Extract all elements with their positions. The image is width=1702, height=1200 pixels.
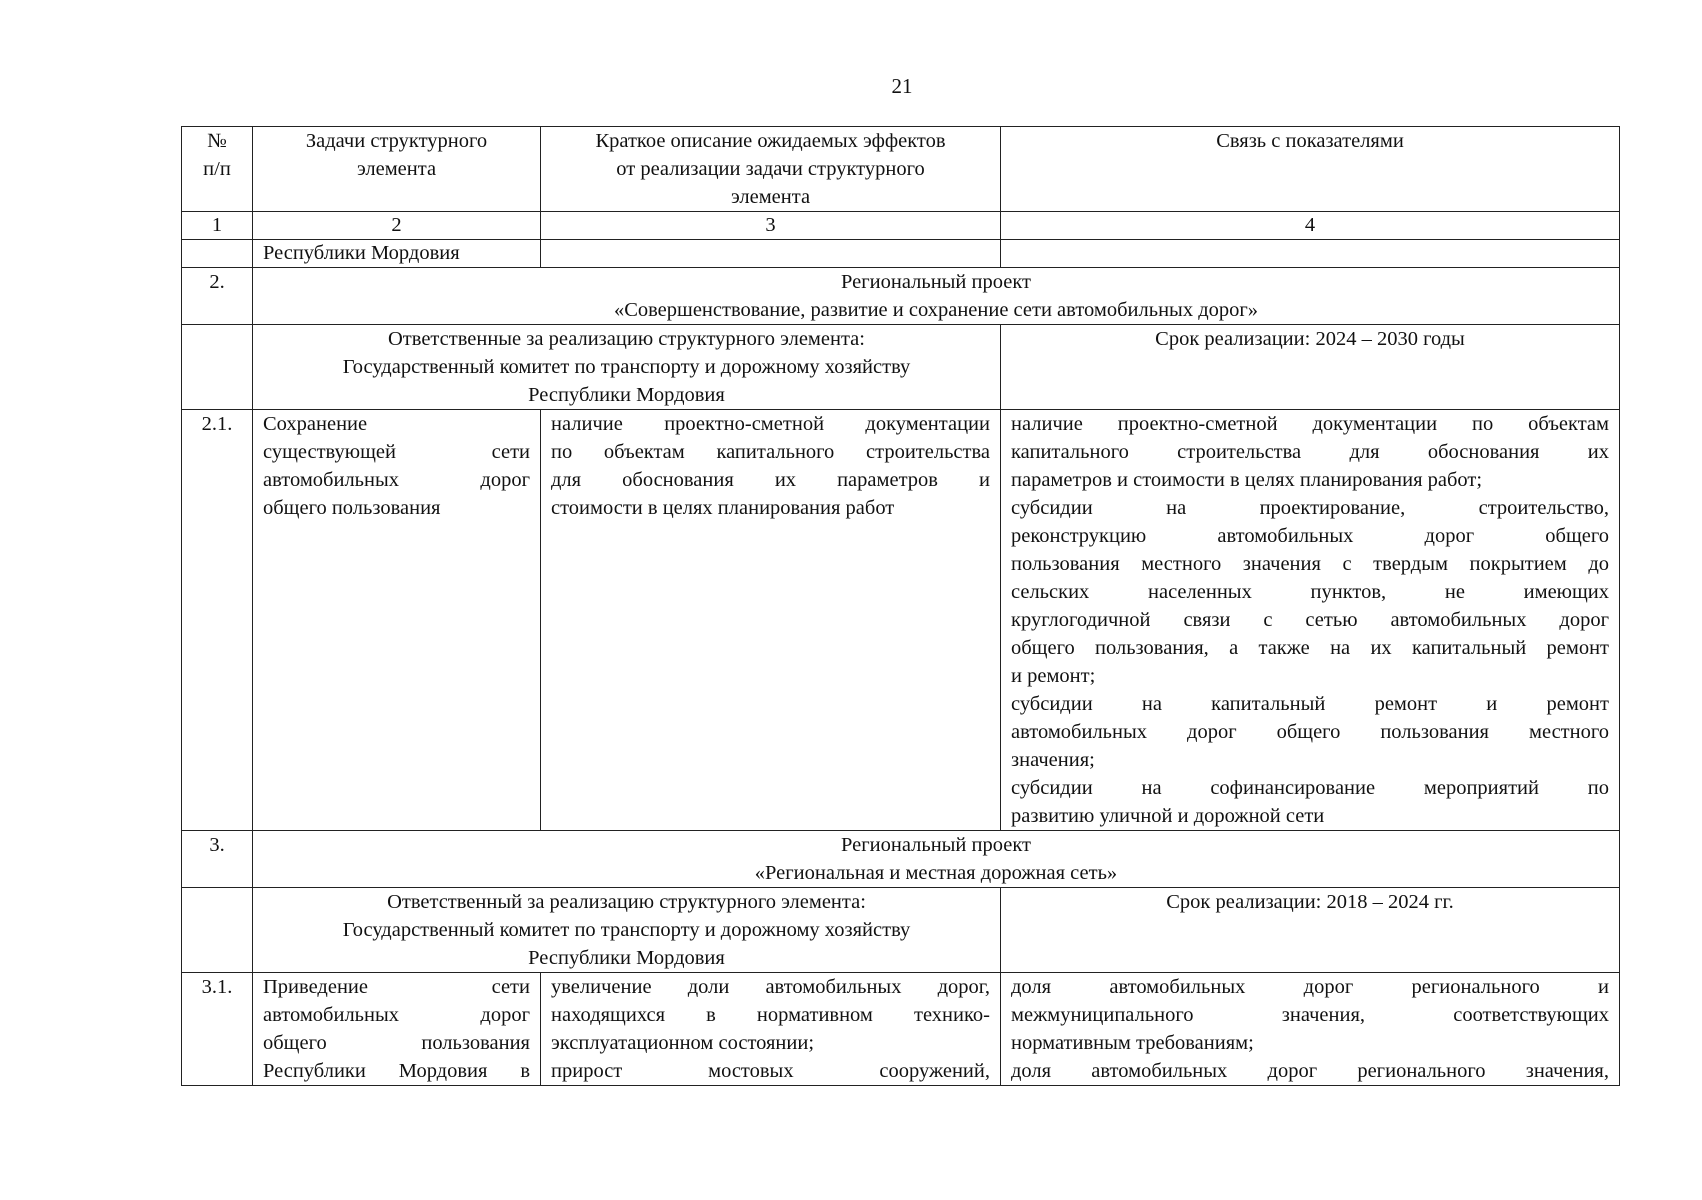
section-3-responsible: Ответственный за реализацию структурного элемента: Государственный комитет по транспорту и дорожному хозяйству Республики Мордовия: [253, 888, 1001, 973]
header-tasks: Задачи структурного элемента: [253, 127, 541, 212]
section-3-responsible-number-cell: [182, 888, 253, 973]
section-3-title: Региональный проект «Региональная и местная дорожная сеть»: [253, 831, 1620, 888]
task-2-1-row: [182, 410, 1620, 831]
section-3-responsible-row: [182, 888, 1620, 973]
column-number-2: 2: [253, 212, 541, 240]
section-2-responsible-number-cell: [182, 325, 253, 410]
continuation-row: [182, 240, 1620, 268]
column-numbers-row: [182, 212, 1620, 240]
table-header-row: [182, 127, 1620, 212]
column-number-4: 4: [1001, 212, 1620, 240]
task-3-1-indicators: доля автомобильных дорог регионального и межмуниципального значения, соответствующих нормативным требованиям; доля автомобильных дорог регионального значения,: [1001, 973, 1620, 1086]
section-2-row: [182, 268, 1620, 325]
section-2-responsible: Ответственные за реализацию структурного элемента: Государственный комитет по транспорту и дорожному хозяйству Республики Мордовия: [253, 325, 1001, 410]
structural-elements-table: [181, 126, 1620, 1086]
continuation-indicators-cell: [1001, 240, 1620, 268]
section-3-row: [182, 831, 1620, 888]
header-effects: Краткое описание ожидаемых эффектов от реализации задачи структурного элемента: [541, 127, 1001, 212]
page-number: 21: [891, 74, 913, 98]
header-indicators: Связь с показателями: [1001, 127, 1620, 212]
task-2-1-task: Сохранение существующей сети автомобильных дорог общего пользования: [253, 410, 541, 831]
section-3-number: 3.: [182, 831, 253, 888]
column-number-1: 1: [182, 212, 253, 240]
task-3-1-number: 3.1.: [182, 973, 253, 1086]
header-number: № п/п: [182, 127, 253, 212]
task-2-1-indicators: наличие проектно-сметной документации по объектам капитального строительства для обоснования их параметров и стоимости в целях планирования работ; субсидии на проектирование, строительство, реконструкцию автомобильных дорог общего пользования местного значения с твердым покрытием до сельских населенных пунктов, не имеющих круглогодичной связи с сетью автомобильных дорог общего пользования, а также на их капитальный ремонт и ремонт; субсидии на капитальный ремонт и ремонт автомобильных дорог общего пользования местного значения; субсидии на софинансирование мероприятий по развитию уличной и дорожной сети: [1001, 410, 1620, 831]
continuation-effects-cell: [541, 240, 1001, 268]
continuation-number-cell: [182, 240, 253, 268]
task-2-1-number: 2.1.: [182, 410, 253, 831]
task-2-1-effects: наличие проектно-сметной документации по объектам капитального строительства для обоснования их параметров и стоимости в целях планирования работ: [541, 410, 1001, 831]
task-3-1-task: Приведение сети автомобильных дорог общего пользования Республики Мордовия в: [253, 973, 541, 1086]
continuation-text: Республики Мордовия: [253, 240, 541, 268]
task-3-1-row: [182, 973, 1620, 1086]
section-2-term: Срок реализации: 2024 – 2030 годы: [1001, 325, 1620, 410]
section-2-number: 2.: [182, 268, 253, 325]
task-3-1-effects: увеличение доли автомобильных дорог, находящихся в нормативном технико- эксплуатационном состоянии; прирост мостовых сооружений,: [541, 973, 1001, 1086]
section-3-term: Срок реализации: 2018 – 2024 гг.: [1001, 888, 1620, 973]
section-2-title: Региональный проект «Совершенствование, развитие и сохранение сети автомобильных дорог»: [253, 268, 1620, 325]
section-2-responsible-row: [182, 325, 1620, 410]
column-number-3: 3: [541, 212, 1001, 240]
